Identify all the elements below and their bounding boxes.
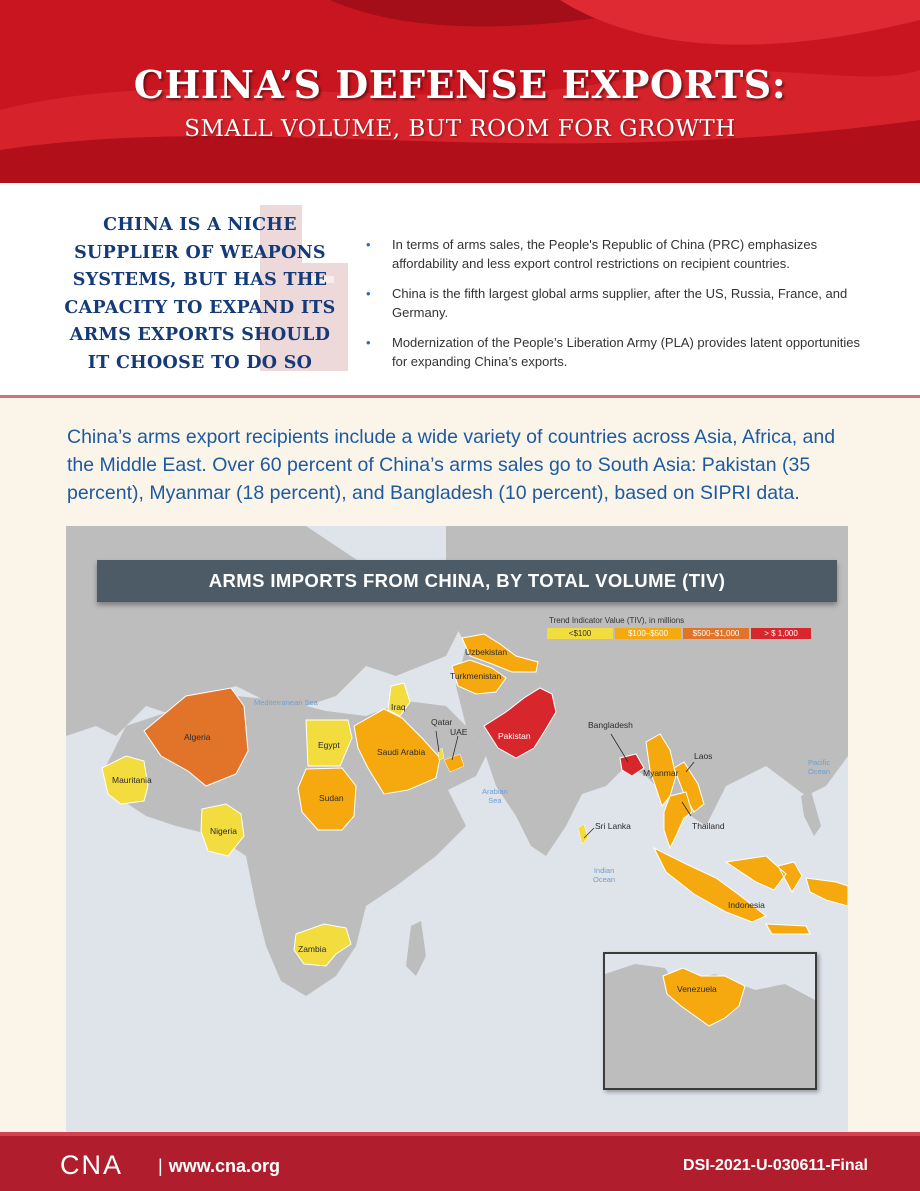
map-banner: ARMS IMPORTS FROM CHINA, BY TOTAL VOLUME (TIV) (97, 560, 837, 602)
country-label: Laos (694, 751, 713, 761)
country-label: Sudan (319, 793, 344, 803)
callout-line: ARMS EXPORTS SHOULD (69, 325, 331, 345)
country-label: Sri Lanka (595, 821, 631, 831)
cna-logo: CNA (60, 1150, 124, 1180)
footer-url-container (158, 1155, 280, 1177)
callout-line: CAPACITY TO EXPAND ITS (64, 297, 336, 318)
country-label: UAE (450, 727, 468, 737)
footer-separator: | (158, 1156, 163, 1176)
country-label: Thailand (692, 821, 725, 831)
key-point: • In terms of arms sales, the People's Republic of China (PRC) emphasizes affordability and less export control restrictions on recipient countries. (366, 236, 866, 273)
country-label: Iraq (391, 702, 406, 712)
country-label: Uzbekistan (465, 647, 508, 657)
country-label: Mauritania (112, 775, 152, 785)
page-title: CHINA’S DEFENSE EXPORTS: (133, 62, 787, 107)
country-thailand (664, 792, 692, 848)
key-points-list (366, 236, 866, 383)
country-label: Indonesia (728, 900, 765, 910)
key-point: • Modernization of the People’s Liberation Army (PLA) provides latent opportunities for expanding China’s exports. (366, 334, 866, 371)
country-label: Turkmenistan (450, 671, 502, 681)
lead-paragraph: China’s arms export recipients include a wide variety of countries across Asia, Africa, and the Middle East. Over 60 percent of China’s arms sales go to South Asia: Pakistan (35 percent), Myanmar (18 percent), and Bangladesh (10 percent), based on SIPRI data. (67, 426, 836, 504)
sea-label: Arabian Sea (482, 787, 508, 805)
legend-bin: $500–$1,000 (683, 628, 749, 639)
callout-line: SUPPLIER OF WEAPONS (74, 242, 326, 263)
country-label: Nigeria (210, 826, 237, 836)
country-sri-lanka (578, 824, 588, 844)
inset-graphic (605, 954, 815, 1088)
header-banner (0, 0, 920, 183)
footer-url-link[interactable]: www.cna.org (168, 1156, 281, 1176)
callout-line: SYSTEMS, BUT HAS THE (72, 270, 328, 290)
callout-line: IT CHOOSE TO DO SO (87, 352, 313, 373)
footer-accent (0, 1132, 920, 1136)
country-label: Qatar (431, 717, 453, 727)
legend-title: Trend Indicator Value (TIV), in millions (549, 616, 685, 625)
sea-label: Mediterranean Sea (254, 698, 318, 707)
country-label: Bangladesh (588, 720, 633, 730)
country-label: Zambia (298, 944, 327, 954)
legend-bin: $100–$500 (615, 628, 681, 639)
legend-bin: <$100 (547, 628, 613, 639)
country-label: Egypt (318, 740, 340, 750)
sea-label: Pacific Ocean (808, 758, 831, 776)
country-label: Myanmar (643, 768, 679, 778)
land-madagascar (406, 921, 426, 976)
legend-bin: > $ 1,000 (751, 628, 811, 639)
land-philippines (801, 791, 821, 836)
page-subtitle: SMALL VOLUME, BUT ROOM FOR GROWTH (184, 116, 736, 142)
country-label: Venezuela (677, 984, 717, 994)
callout-text (60, 212, 340, 377)
country-label: Pakistan (498, 731, 531, 741)
callout-line: CHINA IS A NICHE (103, 215, 297, 235)
key-point: • China is the fifth largest global arms supplier, after the US, Russia, France, and Germany. (366, 285, 866, 322)
country-label: Saudi Arabia (377, 747, 426, 757)
section-divider (0, 395, 920, 398)
document-code: DSI-2021-U-030611-Final (683, 1157, 868, 1174)
sea-label: Indian Ocean (593, 866, 616, 884)
venezuela-inset-map (603, 952, 817, 1090)
country-indonesia (654, 848, 848, 934)
country-label: Algeria (184, 732, 211, 742)
